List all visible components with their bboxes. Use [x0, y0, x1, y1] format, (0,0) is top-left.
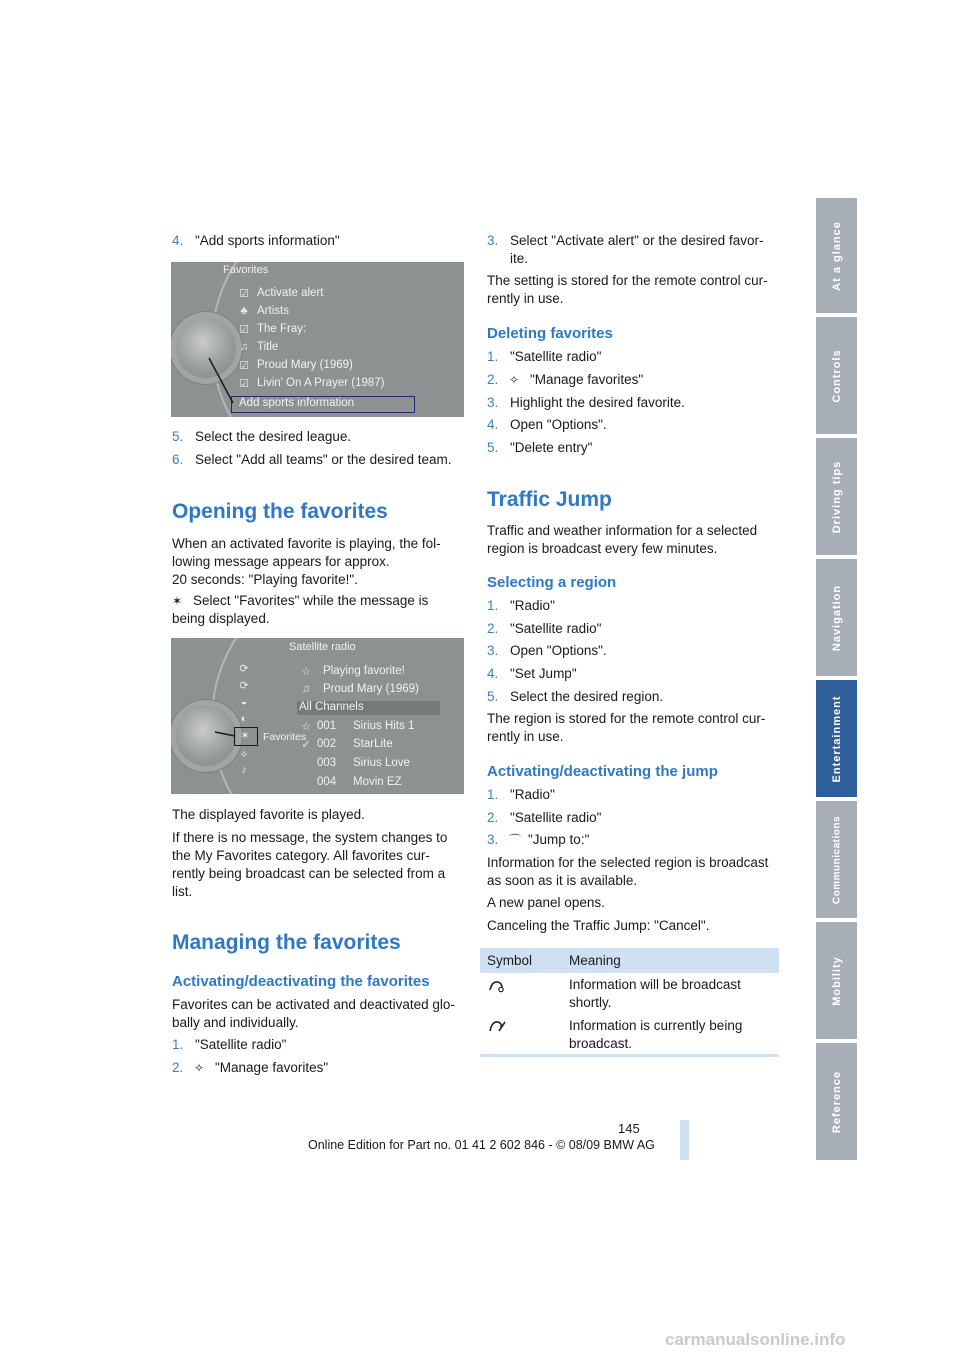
paragraph: The region is stored for the remote control cur- — [487, 711, 766, 726]
paragraph: Traffic and weather information for a selected — [487, 523, 758, 538]
channel-name: Movin EZ — [353, 776, 402, 788]
heading-selecting-region: Selecting a region — [487, 574, 617, 591]
star-icon: ☆ — [301, 666, 311, 678]
pointer-line — [171, 262, 464, 417]
paragraph: ite. — [510, 251, 529, 266]
manage-favorites-icon: ✧ — [194, 1061, 205, 1075]
tab-at-a-glance[interactable]: At a glance — [816, 198, 857, 313]
paragraph: as soon as it is available. — [487, 873, 638, 888]
alert-icon: ☑ — [239, 360, 249, 372]
menu-item: Livin' On A Prayer (1987) — [257, 377, 385, 389]
star-icon: ✶ — [172, 594, 183, 608]
tab-entertainment[interactable]: Entertainment — [816, 680, 857, 797]
artist-icon: ♣ — [240, 305, 248, 317]
sidebar-icon: ✧ — [239, 749, 249, 761]
heading-opening-favorites: Opening the favorites — [172, 500, 388, 523]
menu-item: The Fray: — [257, 323, 307, 335]
channel-name: StarLite — [353, 738, 393, 750]
menu-item: Proud Mary (1969) — [257, 359, 353, 371]
channel-number: 004 — [317, 776, 337, 788]
tab-controls[interactable]: Controls — [816, 317, 857, 434]
favorites-star-icon: ✶ — [240, 730, 250, 742]
music-note-icon: ♫ — [239, 341, 249, 353]
menu-title: Favorites — [223, 264, 269, 276]
page-number: 145 — [618, 1121, 640, 1136]
jump-icon: ⌒ — [509, 833, 522, 847]
channel-number: 002 — [317, 738, 337, 750]
page-marker-bar — [680, 1120, 689, 1160]
table-cell: shortly. — [569, 995, 612, 1010]
tab-navigation[interactable]: Navigation — [816, 559, 857, 676]
favorites-label: Favorites — [263, 731, 307, 743]
paragraph: being displayed. — [172, 611, 270, 626]
paragraph: rently in use. — [487, 729, 564, 744]
category-label: All Channels — [299, 701, 364, 713]
channel-number: 003 — [317, 757, 337, 769]
heading-traffic-jump: Traffic Jump — [487, 488, 612, 511]
header-meaning: Meaning — [569, 953, 621, 968]
paragraph: If there is no message, the system changes to — [172, 830, 448, 845]
symbol-table — [480, 948, 779, 1058]
alert-icon: ☑ — [239, 288, 249, 300]
heading-activating-jump: Activating/deactivating the jump — [487, 763, 718, 780]
music-note-icon: ♫ — [301, 683, 311, 695]
sidebar-icon: ◐ — [240, 713, 248, 725]
menu-title: Satellite radio — [289, 641, 356, 653]
manage-favorites-icon: ✧ — [509, 373, 520, 387]
paragraph: lowing message appears for approx. — [172, 554, 390, 569]
watermark: carmanualsonline.info — [665, 1330, 846, 1349]
paragraph: The displayed favorite is played. — [172, 807, 365, 822]
alert-icon: ☑ — [239, 324, 249, 336]
satellite-radio-screenshot — [171, 638, 464, 794]
menu-item: Activate alert — [257, 287, 324, 299]
jump-active-icon — [488, 1019, 506, 1033]
menu-item: Title — [257, 341, 279, 353]
paragraph: rently in use. — [487, 291, 564, 306]
paragraph: Select "Favorites" while the message is — [193, 593, 429, 608]
alert-icon: ☑ — [239, 378, 249, 390]
heading-deleting-favorites: Deleting favorites — [487, 325, 613, 342]
paragraph: list. — [172, 884, 193, 899]
tab-driving-tips[interactable]: Driving tips — [816, 438, 857, 555]
footer-text: Online Edition for Part no. 01 41 2 602 846 - © 08/09 BMW AG — [308, 1138, 655, 1152]
paragraph: rently being broadcast can be selected from a — [172, 866, 446, 881]
jump-pending-icon — [488, 979, 506, 993]
heading-activating-favorites: Activating/deactivating the favorites — [172, 973, 430, 990]
sidebar-icon: ◒ — [240, 696, 248, 708]
paragraph: 20 seconds: "Playing favorite!". — [172, 572, 358, 587]
table-bottom-rule — [480, 1054, 779, 1057]
menu-item: Proud Mary (1969) — [323, 683, 419, 695]
paragraph: Information for the selected region is broadcast — [487, 855, 769, 870]
paragraph: Canceling the Traffic Jump: "Cancel". — [487, 918, 710, 933]
tab-reference[interactable]: Reference — [816, 1043, 857, 1160]
table-cell: Information will be broadcast — [569, 977, 741, 992]
paragraph: When an activated favorite is playing, the fol- — [172, 536, 441, 551]
paragraph: A new panel opens. — [487, 895, 605, 910]
menu-item: Artists — [257, 305, 289, 317]
paragraph: bally and individually. — [172, 1015, 299, 1030]
paragraph: region is broadcast every few minutes. — [487, 541, 718, 556]
heading-managing-favorites: Managing the favorites — [172, 931, 401, 954]
table-cell: Information is currently being — [569, 1018, 743, 1033]
tab-mobility[interactable]: Mobility — [816, 922, 857, 1039]
menu-item-selected: Add sports information — [239, 397, 355, 409]
jump-icon: ♪ — [241, 764, 247, 776]
star-icon: ☆ — [301, 721, 311, 733]
sidebar-icon: ⟳ — [239, 680, 249, 692]
menu-item: Playing favorite! — [323, 665, 405, 677]
header-symbol: Symbol — [487, 953, 533, 968]
channel-name: Sirius Hits 1 — [353, 720, 415, 732]
favorites-screenshot — [171, 262, 464, 417]
paragraph: The setting is stored for the remote control cur- — [487, 273, 768, 288]
tab-communications[interactable]: Communications — [816, 801, 857, 918]
paragraph: Favorites can be activated and deactivated glo- — [172, 997, 455, 1012]
table-cell: broadcast. — [569, 1036, 633, 1051]
sidebar-icon: ⟳ — [239, 663, 249, 675]
channel-name: Sirius Love — [353, 757, 410, 769]
channel-number: 001 — [317, 720, 337, 732]
pointer-line — [171, 638, 464, 794]
paragraph: the My Favorites category. All favorites cur- — [172, 848, 430, 863]
check-icon: ✓ — [301, 739, 311, 751]
